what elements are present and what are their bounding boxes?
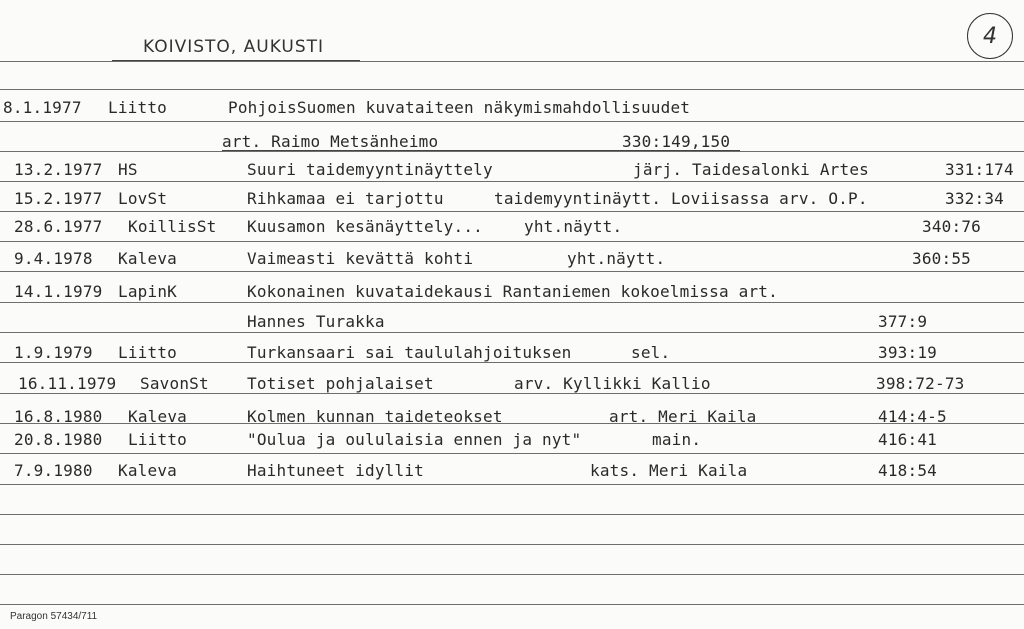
entry-title: Kokonainen kuvataidekausi Rantaniemen kokoelmissa art. [247,282,778,301]
entry-ref: 414:4-5 [878,407,947,426]
rule-line [0,484,1024,485]
entry-title: Suuri taidemyyntinäyttely [247,160,493,179]
card-number: 4 [983,23,997,49]
entry-source: SavonSt [140,374,209,393]
entry-ref: 393:19 [878,343,937,362]
rule-line [0,89,1024,90]
entry-ref: 360:55 [912,249,971,268]
entry-note: art. Raimo Metsänheimo [222,132,439,151]
entry-note: yht.näytt. [567,249,666,268]
entry-title: Kuusamon kesänäyttely... [247,217,483,236]
entry-note: yht.näytt. [524,217,623,236]
entry-title: Totiset pohjalaiset [247,374,434,393]
entry-source: Kaleva [118,461,177,480]
entry-note: taidemyyntinäytt. Loviisassa arv. O.P. [494,189,868,208]
rule-line [0,514,1024,515]
entry-ref: 331:174 [945,160,1014,179]
entry-source: HS [118,160,138,179]
entry-ref: 332:34 [945,189,1004,208]
entry-source: KoillisSt [128,217,217,236]
entry-note: main. [652,430,702,449]
rule-line [0,211,1024,212]
entry-ref: 416:41 [878,430,937,449]
card-number-circle [967,13,1013,59]
entry-note: art. Meri Kaila [609,407,757,426]
rule-line [0,61,1024,62]
entry-date: 7.9.1980 [14,461,93,480]
name-underline [112,60,360,61]
entry-note: järj. Taidesalonki Artes [633,160,869,179]
entry-title: Kolmen kunnan taideteokset [247,407,503,426]
entry-source: LovSt [118,189,168,208]
entry-source: Kaleva [118,249,177,268]
entry-date: 20.8.1980 [14,430,103,449]
entry-title: "Oulua ja oululaisia ennen ja nyt" [247,430,582,449]
entry-title: Hannes Turakka [247,312,385,331]
rule-line [0,151,1024,152]
entry-note: arv. Kyllikki Kallio [514,374,711,393]
entry-date: 13.2.1977 [14,160,103,179]
entry-date: 8.1.1977 [3,98,82,117]
entry-source: LapinK [118,282,177,301]
entry-source: Liitto [118,343,177,362]
entry-title: Haihtuneet idyllit [247,461,424,480]
entry-ref: 330:149,150 [622,132,731,151]
entry-date: 9.4.1978 [14,249,93,268]
entry-title: Rihkamaa ei tarjottu [247,189,444,208]
card-footer-print: Paragon 57434/711 [10,611,98,622]
rule-line [0,121,1024,122]
rule-line [0,302,1024,303]
rule-line [0,393,1024,394]
entry-date: 28.6.1977 [14,217,103,236]
rule-line [0,181,1024,182]
entry-source: Liitto [128,430,187,449]
entry-note: kats. Meri Kaila [590,461,748,480]
entry-ref: 377:9 [878,312,928,331]
rule-line [0,453,1024,454]
entry-underline [222,150,740,151]
rule-line [0,332,1024,333]
entry-date: 1.9.1979 [14,343,93,362]
entry-source: Liitto [108,98,167,117]
rule-line [0,241,1024,242]
entry-ref: 340:76 [922,217,981,236]
entry-title: Vaimeasti kevättä kohti [247,249,474,268]
entry-ref: 398:72-73 [876,374,965,393]
entry-title: Turkansaari sai taululahjoituksen [247,343,572,362]
entry-date: 16.8.1980 [14,407,103,426]
card-name-handwritten: KOIVISTO, AUKUSTI [143,37,325,57]
rule-line [0,362,1024,363]
entry-note: sel. [631,343,671,362]
rule-line [0,271,1024,272]
rule-line [0,544,1024,545]
rule-line [0,574,1024,575]
entry-source: Kaleva [128,407,187,426]
entry-date: 14.1.1979 [14,282,103,301]
entry-title: PohjoisSuomen kuvataiteen näkymismahdollisuudet [228,98,691,117]
entry-ref: 418:54 [878,461,937,480]
entry-date: 15.2.1977 [14,189,103,208]
rule-line [0,604,1024,605]
entry-date: 16.11.1979 [18,374,117,393]
